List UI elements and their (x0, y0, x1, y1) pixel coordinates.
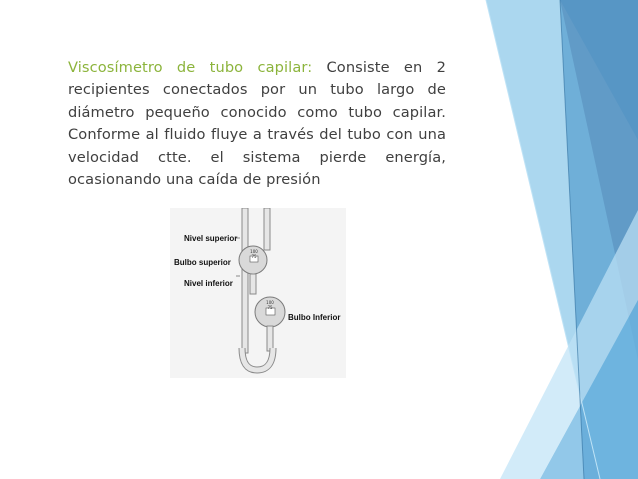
label-bulbo-inferior: Bulbo Inferior (288, 313, 341, 322)
facet-pale-band (486, 0, 638, 479)
facet-bottom-pale (500, 210, 638, 479)
lower-bulb-mark-text-2: 75 (267, 305, 273, 310)
slide-body (68, 57, 446, 191)
heading-lead: Viscosímetro de tubo capilar: (68, 59, 313, 76)
facet-light-triangle (560, 0, 638, 140)
right-tube-bottom (267, 326, 273, 351)
lower-bulb-mark-text-1: 100 (266, 300, 274, 305)
label-bulbo-superior: Bulbo superior (174, 258, 231, 267)
capillary-section (250, 274, 256, 294)
right-tube-top (264, 208, 270, 250)
facet-dark (560, 0, 638, 479)
label-nivel-inferior: Nivel inferior (184, 279, 233, 288)
facet-edge-line-1 (486, 0, 600, 479)
facet-edge-line-2 (560, 0, 584, 479)
left-tube (242, 208, 248, 353)
body-text: Consiste en 2 recipientes conectados por un tubo largo de diámetro pequeño conocido como tubo capilar. Conforme al fluido fluye a través del tubo con una velocidad ctte. el sistema pierde energía, ocasionando una caída de presión (68, 59, 447, 189)
upper-bulb-mark-text-2: 75 (251, 254, 257, 259)
viscometer-diagram (170, 208, 346, 378)
facet-bottom-light (540, 300, 638, 479)
upper-bulb-mark-text-1: 100 (250, 249, 258, 254)
label-nivel-superior: Nivel superior (184, 234, 238, 243)
facet-mid-upper (486, 0, 638, 479)
